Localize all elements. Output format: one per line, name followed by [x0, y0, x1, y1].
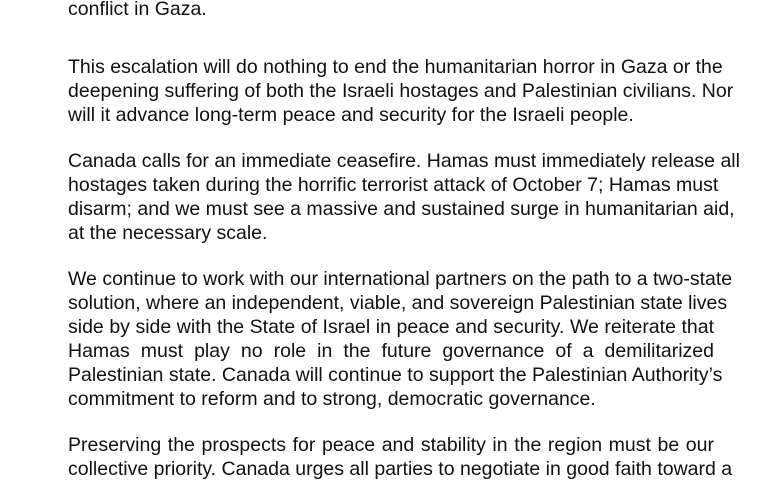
text-line: Palestinian state. Canada will continue to support the Palestinian Authority’s — [68, 364, 723, 386]
text-line: conflict in Gaza. — [68, 0, 207, 20]
text-line: This escalation will do nothing to end the humanitarian horror in Gaza or the — [68, 56, 723, 78]
text-line: Hamas must play no role in the future governance of a demilitarized — [68, 340, 714, 362]
text-line: at the necessary scale. — [68, 222, 268, 244]
text-line: We continue to work with our international partners on the path to a two-state — [68, 268, 733, 290]
text-line: will it advance long-term peace and security for the Israeli people. — [68, 104, 634, 126]
text-line: disarm; and we must see a massive and sustained surge in humanitarian aid, — [68, 198, 735, 220]
text-line: side by side with the State of Israel in peace and security. We reiterate that — [68, 316, 714, 338]
text-line: deepening suffering of both the Israeli hostages and Palestinian civilians. Nor — [68, 80, 734, 102]
text-line: Preserving the prospects for peace and stability in the region must be our — [68, 434, 714, 456]
text-line: hostages taken during the horrific terrorist attack of October 7; Hamas must — [68, 174, 719, 196]
text-line: commitment to reform and to strong, democratic governance. — [68, 388, 596, 410]
text-line: solution, where an independent, viable, and sovereign Palestinian state lives — [68, 292, 728, 314]
text-line: collective priority. Canada urges all parties to negotiate in good faith toward a — [68, 458, 733, 480]
text-line: Canada calls for an immediate ceasefire. Hamas must immediately release all — [68, 150, 740, 172]
